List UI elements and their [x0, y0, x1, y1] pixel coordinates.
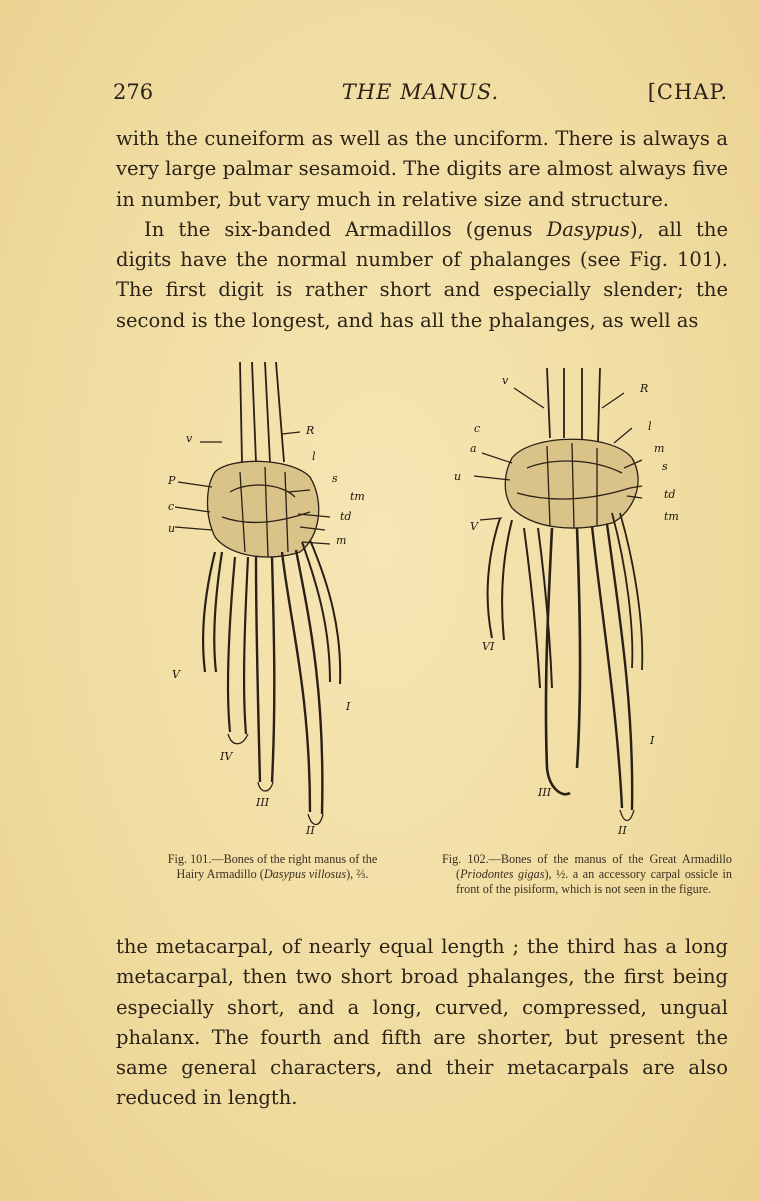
para-text: In the six-banded Armadillos (genus [144, 217, 547, 241]
fig102-label-r: R [640, 382, 649, 395]
figure-102-caption [442, 852, 732, 897]
fig102-label-td: td [664, 488, 676, 501]
para-text: ), all the digits have the normal number of phalanges (see Fig. 101). The first digit is rather short and especially slender; the second is the longest, and has all the phalanges, as well as [116, 217, 728, 332]
paragraph-bottom [116, 932, 728, 1114]
paragraph-bottom-text: the metacarpal, of nearly equal length ; the third has a long metacarpal, then two short broad phalanges, the first being especially short, and a long, curved, compressed, ungual phalanx. The fourth and fifth are shorter, but present the same general characters, and their metacarpals are also reduced in length. [116, 935, 728, 1110]
fig101-label-td: td [340, 510, 352, 523]
caption-block [442, 852, 732, 897]
paragraph-top [116, 124, 728, 336]
fig101-label-v-digit: V [172, 668, 180, 681]
fig101-label-tm: tm [350, 490, 365, 503]
fig102-label-i-digit: I [650, 734, 655, 747]
fig101-label-s: s [332, 472, 338, 485]
fig102-label-m: m [654, 442, 665, 455]
caption-line [120, 867, 425, 882]
caption-text: ), ⅔. [346, 867, 369, 881]
fig101-label-m: m [336, 534, 347, 547]
fig102-label-v-digit: V [470, 520, 478, 533]
figure-101-caption [120, 852, 425, 882]
species-name: Priodontes gigas [460, 867, 545, 881]
fig101-label-iv-digit: IV [220, 750, 233, 763]
page-number: 276 [113, 80, 154, 104]
fig101-label-l: l [312, 450, 316, 463]
running-header [113, 80, 728, 110]
caption-line: Fig. 101.—Bones of the right manus of the [167, 852, 378, 866]
fig102-label-l: l [648, 420, 652, 433]
running-title: THE MANUS. [341, 80, 500, 104]
fig101-label-u: u [168, 522, 176, 535]
fig101-label-p: P [168, 474, 176, 487]
fig101-label-c: c [168, 500, 175, 513]
fig101-label-r: R [306, 424, 315, 437]
fig102-label-c: c [474, 422, 481, 435]
fig101-label-ii-digit: II [306, 824, 315, 837]
caption-text: Fig. 102.—Bones of the manus of the Great Armadillo ( [442, 852, 732, 881]
fig102-label-ii-digit: II [618, 824, 627, 837]
paragraph-top-line1: with the cuneiform as well as the unciform. There is always a very large palmar sesamoid. The digits are almost always five in number, but vary much in relative size and structure. [116, 127, 728, 211]
chapter-marker: [CHAP. [647, 80, 728, 104]
fig102-illustration [452, 368, 690, 840]
fig102-label-tm: tm [664, 510, 679, 523]
fig101-label-i-digit: I [346, 700, 351, 713]
caption-text: Hairy Armadillo ( [176, 867, 264, 881]
species-name: Dasypus villosus [263, 867, 347, 881]
genus-name: Dasypus [546, 217, 630, 241]
fig102-label-v: v [502, 374, 509, 387]
figure-101 [160, 362, 380, 840]
fig102-label-a: a [470, 442, 477, 455]
fig101-illustration [160, 362, 380, 840]
figure-102 [452, 368, 690, 840]
fig102-label-vi-digit: VI [482, 640, 495, 653]
paragraph-top-line2 [116, 215, 728, 336]
fig102-label-u: u [454, 470, 462, 483]
caption-text: ), ½. a an accessory carpal ossicle in front of the pisiform, which is not seen in the figure. [456, 867, 732, 896]
fig102-label-iii-digit: III [538, 786, 552, 799]
fig101-label-iii-digit: III [256, 796, 270, 809]
fig102-label-s: s [662, 460, 668, 473]
fig101-label-v: v [186, 432, 193, 445]
